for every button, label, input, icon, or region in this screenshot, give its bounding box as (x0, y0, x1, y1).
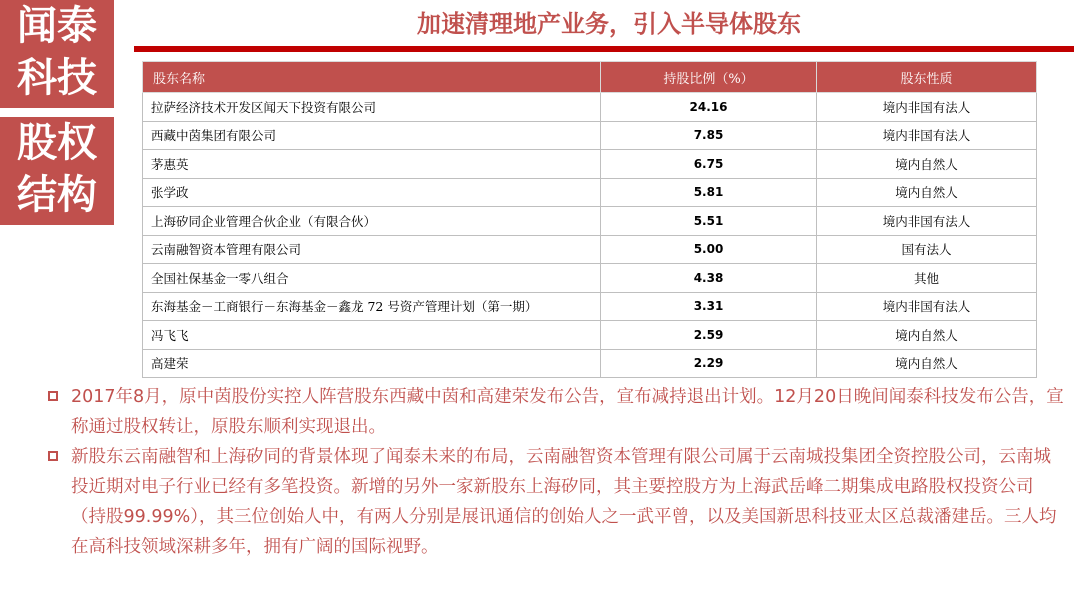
note-text: 新股东云南融智和上海矽同的背景体现了闻泰未来的布局，云南融智资本管理有限公司属于云南城投集团全资控股公司，云南城投近期对电子行业已经有多笔投资。新增的另外一家新股东上海矽同，其主要控股方为上海武岳峰二期集成电路股权投资公司（持股99.99%），其三位创始人中，有两人分别是展讯通信的创始人之一武平曾，以及美国新思科技亚太区总裁潘建岳。三人均在高科技领域深耕多年，拥有广阔的国际视野。 (71, 447, 1057, 557)
table-row (143, 264, 1037, 293)
shareholder-nature: 境内非国有法人 (817, 207, 1037, 236)
shareholder-name: 全国社保基金一零八组合 (143, 264, 601, 293)
holding-ratio: 2.59 (601, 321, 817, 350)
shareholder-name: 冯飞飞 (143, 321, 601, 350)
holding-ratio: 5.81 (601, 178, 817, 207)
table-row (143, 235, 1037, 264)
table-header-row (143, 62, 1037, 93)
section-tag-line: 结构 (17, 172, 97, 218)
shareholder-nature: 境内自然人 (817, 150, 1037, 179)
holding-ratio: 3.31 (601, 292, 817, 321)
table-row (143, 150, 1037, 179)
shareholder-nature: 境内自然人 (817, 321, 1037, 350)
shareholder-name: 茅惠英 (143, 150, 601, 179)
table-row (143, 207, 1037, 236)
shareholder-nature: 境内非国有法人 (817, 292, 1037, 321)
holding-ratio: 6.75 (601, 150, 817, 179)
shareholder-name: 东海基金－工商银行－东海基金－鑫龙 72 号资产管理计划（第一期） (143, 292, 601, 321)
table-row (143, 292, 1037, 321)
holding-ratio: 4.38 (601, 264, 817, 293)
table-row (143, 349, 1037, 378)
holding-ratio: 7.85 (601, 121, 817, 150)
shareholder-name: 张学政 (143, 178, 601, 207)
table-row (143, 321, 1037, 350)
shareholder-nature: 境内非国有法人 (817, 121, 1037, 150)
section-tag-line: 股权 (17, 120, 97, 166)
note-item (44, 442, 1064, 562)
note-text: 2017年8月，原中茵股份实控人阵营股东西藏中茵和高建荣发布公告，宣布减持退出计划。12月20日晚间闻泰科技发布公告，宣称通过股权转让，原股东顺利实现退出。 (71, 387, 1064, 437)
shareholder-nature: 境内非国有法人 (817, 93, 1037, 122)
shareholder-nature: 其他 (817, 264, 1037, 293)
column-header-name: 股东名称 (143, 62, 601, 93)
notes-section (44, 382, 1064, 562)
holding-ratio: 5.00 (601, 235, 817, 264)
title-underline (134, 46, 1074, 52)
section-tag-line: 闻泰 (17, 3, 97, 49)
section-tag-company (0, 0, 114, 108)
bullet-square-icon (48, 451, 58, 461)
shareholder-name: 高建荣 (143, 349, 601, 378)
section-tag-topic (0, 117, 114, 225)
table-row (143, 178, 1037, 207)
shareholder-nature: 国有法人 (817, 235, 1037, 264)
column-header-nature: 股东性质 (817, 62, 1037, 93)
holding-ratio: 5.51 (601, 207, 817, 236)
holding-ratio: 2.29 (601, 349, 817, 378)
column-header-ratio: 持股比例（%） (601, 62, 817, 93)
section-tag-line: 科技 (17, 55, 97, 101)
note-item (44, 382, 1064, 442)
shareholder-name: 西藏中茵集团有限公司 (143, 121, 601, 150)
shareholder-name: 上海矽同企业管理合伙企业（有限合伙） (143, 207, 601, 236)
table-row (143, 121, 1037, 150)
shareholder-table (142, 61, 1036, 378)
shareholder-nature: 境内自然人 (817, 178, 1037, 207)
shareholder-nature: 境内自然人 (817, 349, 1037, 378)
shareholder-name: 拉萨经济技术开发区闻天下投资有限公司 (143, 93, 601, 122)
slide-title: 加速清理地产业务，引入半导体股东 (417, 10, 801, 38)
shareholder-name: 云南融智资本管理有限公司 (143, 235, 601, 264)
bullet-square-icon (48, 391, 58, 401)
holding-ratio: 24.16 (601, 93, 817, 122)
table-row (143, 93, 1037, 122)
